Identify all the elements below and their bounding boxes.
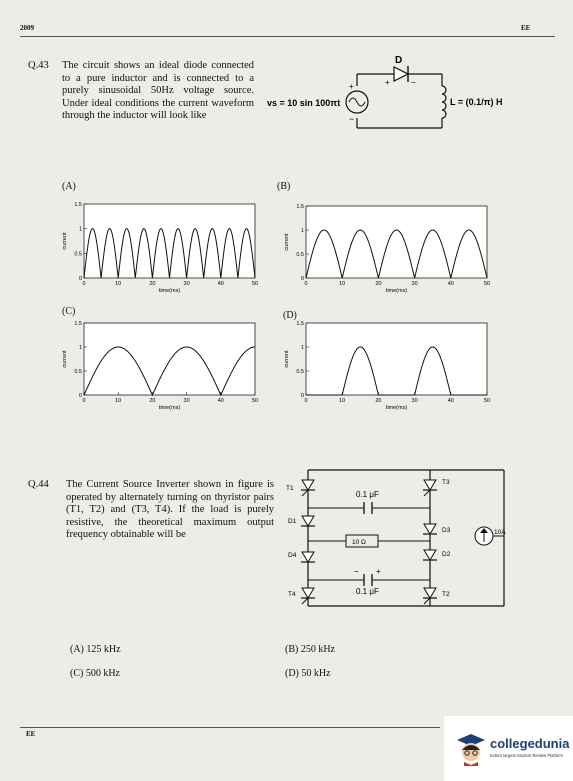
x-tick-label: 10 <box>339 398 346 404</box>
x-tick-label: 20 <box>375 281 382 287</box>
y-tick-label: 0 <box>300 393 304 399</box>
y-tick-label: 1 <box>78 345 82 351</box>
svg-text:+: + <box>349 82 354 91</box>
footer-rule <box>20 727 440 728</box>
x-tick-label: 0 <box>304 281 308 287</box>
x-tick-label: 50 <box>483 281 491 287</box>
x-axis-label: time(ms) <box>158 405 181 411</box>
q43-plot-b <box>280 198 495 298</box>
q44-text: The Current Source Inverter shown in figure is operated by alternately turning on thyristor pairs (T1, T2) and (T3, T4). If the load is purely resistive, the theoretical maximum output frequency obtainable will be <box>66 479 274 540</box>
header-rule <box>20 36 555 37</box>
y-tick-label: 0 <box>300 276 304 282</box>
q43-plot-a <box>58 198 263 298</box>
x-tick-label: 50 <box>483 398 491 404</box>
current-source-label: 10A <box>494 529 506 536</box>
x-tick-label: 0 <box>82 281 86 287</box>
y-tick-label: 0.5 <box>296 369 304 375</box>
y-tick-label: 0 <box>78 276 82 282</box>
svg-text:T2: T2 <box>442 591 450 598</box>
q44-circuit <box>282 466 514 614</box>
x-tick-label: 0 <box>82 398 86 404</box>
svg-text:−: − <box>411 78 416 87</box>
x-tick-label: 50 <box>251 398 259 404</box>
diode-d1 <box>301 516 315 526</box>
q43-circuit <box>262 52 522 132</box>
q44-option-b: (B) 250 kHz <box>285 644 335 655</box>
x-tick-label: 10 <box>339 281 346 287</box>
diode-d3 <box>423 524 437 534</box>
x-tick-label: 50 <box>251 281 259 287</box>
q43-plot-d <box>280 315 495 415</box>
x-tick-label: 30 <box>183 281 190 287</box>
svg-text:D4: D4 <box>288 552 297 559</box>
svg-text:D3: D3 <box>442 527 451 534</box>
source-label: vs = 10 sin 100πt <box>267 98 341 108</box>
x-tick-label: 30 <box>411 398 418 404</box>
header-year: 2009 <box>20 24 34 32</box>
x-axis-label: time(ms) <box>385 288 408 294</box>
logo-tagline: India's largest Student Review Platform <box>490 753 563 758</box>
svg-text:+: + <box>385 78 390 87</box>
y-axis-label: current <box>284 233 290 251</box>
q43-option-d-label: (D) <box>283 310 297 321</box>
plot-area <box>84 323 255 395</box>
q43-plot-c <box>58 315 263 415</box>
svg-text:D1: D1 <box>288 518 297 525</box>
q44-option-a: (A) 125 kHz <box>70 644 121 655</box>
svg-text:−: − <box>349 114 355 124</box>
svg-text:T1: T1 <box>286 485 294 492</box>
q44-option-c: (C) 500 kHz <box>70 668 120 679</box>
diode-symbol <box>394 67 408 81</box>
y-tick-label: 0.5 <box>74 369 82 375</box>
x-tick-label: 0 <box>304 398 308 404</box>
q43-option-a-label: (A) <box>62 181 76 192</box>
y-axis-label: current <box>62 350 68 368</box>
plot-area <box>84 204 255 278</box>
x-tick-label: 40 <box>217 398 224 404</box>
footer-paper: EE <box>26 730 36 738</box>
q44-option-d: (D) 50 kHz <box>285 668 331 679</box>
header-paper: EE <box>521 24 531 32</box>
y-axis-label: current <box>284 350 290 368</box>
plot-area <box>306 323 487 395</box>
y-tick-label: 0.5 <box>74 251 82 258</box>
svg-text:T3: T3 <box>442 479 450 486</box>
x-tick-label: 30 <box>411 281 418 287</box>
diode-d2 <box>423 550 437 560</box>
y-tick-label: 1.5 <box>74 202 82 208</box>
y-tick-label: 1.5 <box>74 321 82 327</box>
x-tick-label: 10 <box>115 398 122 404</box>
x-axis-label: time(ms) <box>385 405 408 411</box>
y-tick-label: 0.5 <box>296 252 304 258</box>
cap-top-label: 0.1 μF <box>356 490 379 499</box>
y-tick-label: 1 <box>300 345 304 351</box>
resistor-label: 10 Ω <box>352 539 366 546</box>
diode-label: D <box>395 55 403 66</box>
q43-option-c-label: (C) <box>62 306 76 317</box>
x-tick-label: 30 <box>183 398 190 404</box>
y-tick-label: 0 <box>78 393 82 399</box>
svg-text:+: + <box>376 567 381 576</box>
x-tick-label: 10 <box>115 281 122 287</box>
student-mascot-icon <box>456 732 486 766</box>
cap-bot-label: 0.1 μF <box>356 587 379 596</box>
inductor-label: L = (0.1/π) H <box>450 97 503 107</box>
collegedunia-logo <box>444 716 573 781</box>
y-axis-label: current <box>62 232 68 250</box>
diode-d4 <box>301 552 315 562</box>
x-tick-label: 20 <box>375 398 382 404</box>
y-tick-label: 1 <box>300 228 304 234</box>
svg-text:−: − <box>354 567 359 576</box>
q43-option-b-label: (B) <box>277 181 291 192</box>
x-tick-label: 40 <box>447 398 454 404</box>
x-axis-label: time(ms) <box>158 288 181 294</box>
logo-name: collegedunia <box>490 736 570 751</box>
y-tick-label: 1.5 <box>296 321 304 327</box>
svg-text:D2: D2 <box>442 551 451 558</box>
y-tick-label: 1 <box>78 226 82 233</box>
q44-number: Q.44 <box>28 479 49 490</box>
svg-text:T4: T4 <box>288 591 296 598</box>
inductor-symbol <box>442 86 446 118</box>
q43-number: Q.43 <box>28 60 49 71</box>
plot-area <box>306 206 487 278</box>
q43-text: The circuit shows an ideal diode connected to a pure inductor and is connected to a purely sinusoidal 50Hz voltage source. Under ideal conditions the current waveform through the inductor will look like <box>62 60 254 121</box>
y-tick-label: 1.5 <box>296 204 304 210</box>
x-tick-label: 20 <box>149 281 156 287</box>
x-tick-label: 20 <box>149 398 156 404</box>
x-tick-label: 40 <box>447 281 454 287</box>
x-tick-label: 40 <box>217 281 224 287</box>
